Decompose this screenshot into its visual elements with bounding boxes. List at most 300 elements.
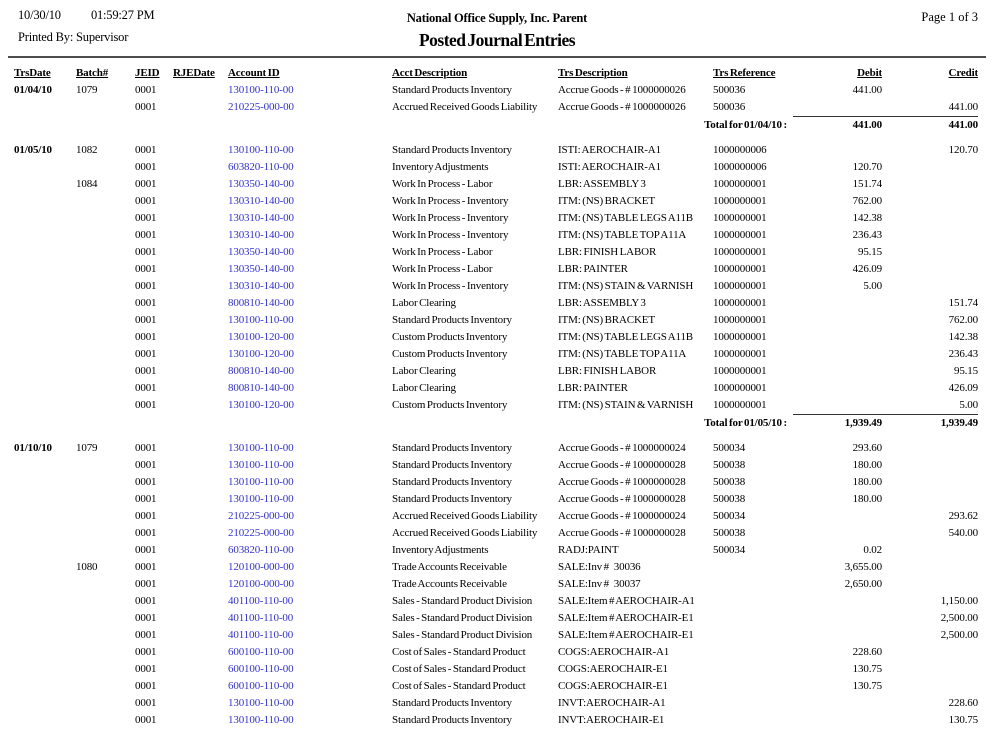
jeid-cell: 0001 [135,629,157,641]
trs-reference-cell: 1000000001 [713,263,767,275]
trs-date-cell [14,542,76,559]
acct-description-cell: Work In Process - Inventory [392,280,509,292]
trs-reference-cell: 500034 [713,442,746,454]
trs-date-cell: 01/04/10 [14,84,52,96]
batch-number-cell [76,542,135,559]
trs-date-cell [14,210,76,227]
trs-date-cell [14,525,76,542]
account-id-link[interactable]: 130310-140-00 [228,280,294,292]
batch-number-cell: 1079 [76,84,98,96]
acct-description-cell: Work In Process - Inventory [392,195,509,207]
account-id-link[interactable]: 130350-140-00 [228,246,294,258]
acct-description-cell: Accrued Received Goods Liability [392,510,538,522]
table-row [14,244,978,261]
acct-description-cell: Work In Process - Labor [392,263,493,275]
trs-reference-cell: 1000000006 [713,144,767,156]
trs-date-cell [14,610,76,627]
jeid-cell: 0001 [135,697,157,709]
account-id-link[interactable]: 130100-120-00 [228,348,294,360]
section-total-debit: 1,939.49 [793,415,882,433]
jeid-cell: 0001 [135,459,157,471]
rjedate-cell [173,491,228,508]
debit-amount-cell [793,312,882,329]
credit-amount-cell [882,661,978,678]
trs-date-cell [14,278,76,295]
debit-amount-cell [793,695,882,712]
debit-amount-cell [793,99,882,117]
table-row [14,661,978,678]
acct-description-cell: Cost of Sales - Standard Product [392,646,526,658]
acct-description-cell: Standard Products Inventory [392,714,512,726]
debit-amount-cell: 426.09 [852,263,882,275]
acct-description-cell: Accrued Received Goods Liability [392,527,538,539]
trs-date-cell [14,593,76,610]
batch-number-cell [76,525,135,542]
trs-date-cell [14,346,76,363]
table-row [14,525,978,542]
acct-description-cell: Standard Products Inventory [392,314,512,326]
rjedate-cell [173,542,228,559]
account-id-link[interactable]: 401100-110-00 [228,629,294,641]
section-total-label: Total for 01/04/10 : [704,118,787,131]
account-id-link[interactable]: 600100-110-00 [228,680,294,692]
trs-description-cell: INVT:AEROCHAIR-A1 [558,697,666,709]
account-id-link[interactable]: 130100-110-00 [228,714,294,726]
acct-description-cell: Cost of Sales - Standard Product [392,663,526,675]
table-row [14,99,978,117]
rjedate-cell [173,312,228,329]
printed-time: 01:59:27 PM [90,8,155,22]
account-id-link[interactable]: 603820-110-00 [228,544,294,556]
jeid-cell: 0001 [135,297,157,309]
account-id-link[interactable]: 130100-120-00 [228,399,294,411]
table-row [14,627,978,644]
report-header-center [0,11,994,51]
account-id-link[interactable]: 210225-000-00 [228,527,294,539]
rjedate-cell [173,82,228,99]
rjedate-cell [173,159,228,176]
table-row [14,508,978,525]
trs-reference-cell: 1000000001 [713,382,767,394]
rjedate-cell [173,278,228,295]
rjedate-cell [173,610,228,627]
jeid-cell: 0001 [135,442,157,454]
section-total-credit: 441.00 [882,117,978,135]
rjedate-cell [173,363,228,380]
debit-amount-cell [793,525,882,542]
acct-description-cell: Standard Products Inventory [392,84,512,96]
jeid-cell: 0001 [135,646,157,658]
jeid-cell: 0001 [135,510,157,522]
debit-amount-cell: 0.02 [863,544,882,556]
header-divider [8,56,986,58]
trs-date-cell [14,695,76,712]
debit-amount-cell: 130.75 [852,663,882,675]
batch-number-cell [76,261,135,278]
rjedate-cell [173,193,228,210]
debit-amount-cell: 762.00 [852,195,882,207]
table-row [14,576,978,593]
batch-number-cell [76,329,135,346]
acct-description-cell: Labor Clearing [392,297,456,309]
trs-reference-cell: 1000000001 [713,195,767,207]
acct-description-cell: Custom Products Inventory [392,331,508,343]
section-spacer [14,432,978,440]
account-id-link[interactable]: 800810-140-00 [228,365,294,377]
trs-description-cell: LBR: ASSEMBLY 3 [558,178,646,190]
rjedate-cell [173,593,228,610]
column-header-trs-reference: Trs Reference [713,67,776,79]
trs-description-cell: COGS:AEROCHAIR-E1 [558,663,668,675]
trs-reference-cell [713,661,793,678]
trs-reference-cell [713,712,793,729]
jeid-cell: 0001 [135,612,157,624]
table-row [14,644,978,661]
jeid-cell: 0001 [135,578,157,590]
table-row [14,176,978,193]
rjedate-cell [173,525,228,542]
rjedate-cell [173,695,228,712]
debit-amount-cell [793,508,882,525]
column-header-batch-: Batch# [76,67,109,79]
jeid-cell: 0001 [135,476,157,488]
account-id-link[interactable]: 130310-140-00 [228,212,294,224]
trs-date-cell [14,227,76,244]
debit-amount-cell [793,610,882,627]
batch-number-cell [76,244,135,261]
trs-reference-cell [713,593,793,610]
trs-date-cell [14,644,76,661]
jeid-cell: 0001 [135,331,157,343]
trs-description-cell: LBR: ASSEMBLY 3 [558,297,646,309]
trs-description-cell: ITM: (NS) STAIN & VARNISH [558,399,694,411]
trs-date-cell [14,678,76,695]
debit-amount-cell: 180.00 [852,493,882,505]
jeid-cell: 0001 [135,195,157,207]
account-id-link[interactable]: 130100-110-00 [228,442,294,454]
debit-amount-cell [793,397,882,415]
credit-amount-cell: 142.38 [948,331,978,343]
section-total-debit: 441.00 [793,117,882,135]
credit-amount-cell [882,227,978,244]
journal-entries-table [14,59,978,729]
batch-number-cell [76,678,135,695]
credit-amount-cell [882,210,978,227]
trs-reference-cell: 1000000001 [713,297,767,309]
acct-description-cell: Inventory Adjustments [392,161,489,173]
trs-description-cell: SALE:Item # AEROCHAIR-A1 [558,595,695,607]
trs-description-cell: INVT:AEROCHAIR-E1 [558,714,665,726]
rjedate-cell [173,644,228,661]
acct-description-cell: Standard Products Inventory [392,459,512,471]
trs-date-cell [14,261,76,278]
account-id-link[interactable]: 603820-110-00 [228,161,294,173]
account-id-link[interactable]: 800810-140-00 [228,297,294,309]
credit-amount-cell: 5.00 [959,399,978,411]
batch-number-cell: 1080 [76,561,98,573]
trs-date-cell: 01/05/10 [14,144,52,156]
credit-amount-cell: 540.00 [948,527,978,539]
trs-description-cell: SALE:Inv # 30037 [558,578,641,590]
debit-amount-cell [793,329,882,346]
trs-reference-cell: 500038 [713,476,746,488]
debit-amount-cell: 2,650.00 [844,578,882,590]
account-id-link[interactable]: 210225-000-00 [228,101,294,113]
rjedate-cell [173,559,228,576]
batch-number-cell [76,227,135,244]
rjedate-cell [173,142,228,159]
trs-reference-cell: 1000000001 [713,399,767,411]
batch-number-cell [76,576,135,593]
trs-description-cell: COGS:AEROCHAIR-A1 [558,646,670,658]
trs-date-cell [14,295,76,312]
credit-amount-cell [882,678,978,695]
debit-amount-cell [793,363,882,380]
acct-description-cell: Accrued Received Goods Liability [392,101,538,113]
acct-description-cell: Standard Products Inventory [392,493,512,505]
acct-description-cell: Standard Products Inventory [392,442,512,454]
table-row [14,440,978,457]
credit-amount-cell [882,474,978,491]
batch-number-cell [76,210,135,227]
jeid-cell: 0001 [135,399,157,411]
table-row [14,278,978,295]
account-id-link[interactable]: 130100-110-00 [228,476,294,488]
jeid-cell: 0001 [135,493,157,505]
report-title: Posted Journal Entries [418,30,576,50]
rjedate-cell [173,397,228,415]
credit-amount-cell: 151.74 [948,297,978,309]
debit-amount-cell: 151.74 [852,178,882,190]
trs-reference-cell [713,610,793,627]
trs-reference-cell: 1000000001 [713,229,767,241]
table-row [14,142,978,159]
table-row [14,261,978,278]
jeid-cell: 0001 [135,527,157,539]
account-id-link[interactable]: 130100-110-00 [228,144,294,156]
trs-date-cell [14,508,76,525]
rjedate-cell [173,661,228,678]
trs-date-cell [14,457,76,474]
credit-amount-cell [882,576,978,593]
trs-description-cell: LBR: PAINTER [558,382,628,394]
credit-amount-cell: 236.43 [948,348,978,360]
debit-amount-cell [793,712,882,729]
section-total-label: Total for 01/05/10 : [704,416,787,429]
trs-reference-cell: 1000000001 [713,212,767,224]
account-id-link[interactable]: 120100-000-00 [228,561,294,573]
trs-reference-cell: 500036 [713,101,746,113]
trs-description-cell: ITM: (NS) TABLE LEGS A11B [558,331,693,343]
trs-description-cell: ITM: (NS) TABLE LEGS A11B [558,212,693,224]
trs-date-cell [14,661,76,678]
table-row [14,295,978,312]
jeid-cell: 0001 [135,101,157,113]
trs-reference-cell [713,627,793,644]
debit-amount-cell [793,593,882,610]
trs-description-cell: RADJ:PAINT [558,544,619,556]
rjedate-cell [173,678,228,695]
column-header-trsdate: TrsDate [14,67,51,79]
batch-number-cell [76,346,135,363]
debit-amount-cell [793,295,882,312]
table-row [14,695,978,712]
trs-reference-cell: 500038 [713,493,746,505]
table-row [14,312,978,329]
credit-amount-cell [882,159,978,176]
credit-amount-cell [882,559,978,576]
acct-description-cell: Inventory Adjustments [392,544,489,556]
rjedate-cell [173,474,228,491]
table-row [14,227,978,244]
trs-reference-cell: 1000000001 [713,178,767,190]
debit-amount-cell [793,142,882,159]
batch-number-cell [76,491,135,508]
trs-date-cell [14,627,76,644]
batch-number-cell [76,295,135,312]
credit-amount-cell: 95.15 [953,365,978,377]
acct-description-cell: Trade Accounts Receivable [392,561,507,573]
trs-description-cell: ITM: (NS) TABLE TOP A11A [558,348,687,360]
table-row [14,712,978,729]
rjedate-cell [173,295,228,312]
rjedate-cell [173,329,228,346]
credit-amount-cell [882,440,978,457]
credit-amount-cell [882,491,978,508]
trs-description-cell: ITM: (NS) STAIN & VARNISH [558,280,694,292]
trs-description-cell: Accrue Goods - # 1000000026 [558,101,686,113]
trs-description-cell: Accrue Goods - # 1000000028 [558,527,686,539]
batch-number-cell [76,644,135,661]
rjedate-cell [173,346,228,363]
trs-description-cell: LBR: FINISH LABOR [558,246,657,258]
column-header-rjedate: RJEDate [173,67,215,79]
debit-amount-cell [793,380,882,397]
batch-number-cell [76,99,135,117]
account-id-link[interactable]: 130310-140-00 [228,195,294,207]
trs-date-cell [14,474,76,491]
account-id-link[interactable]: 600100-110-00 [228,663,294,675]
batch-number-cell: 1079 [76,442,98,454]
credit-amount-cell: 2,500.00 [940,629,978,641]
batch-number-cell [76,474,135,491]
table-header-row [14,59,978,82]
account-id-link[interactable]: 130100-110-00 [228,459,294,471]
account-id-link[interactable]: 600100-110-00 [228,646,294,658]
trs-description-cell: ISTI: AEROCHAIR-A1 [558,161,661,173]
acct-description-cell: Sales - Standard Product Division [392,612,533,624]
trs-reference-cell [713,644,793,661]
rjedate-cell [173,457,228,474]
account-id-link[interactable]: 130100-110-00 [228,84,294,96]
section-total-row [14,117,978,135]
account-id-link[interactable]: 800810-140-00 [228,382,294,394]
acct-description-cell: Work In Process - Inventory [392,229,509,241]
trs-date-cell [14,576,76,593]
batch-number-cell [76,380,135,397]
jeid-cell: 0001 [135,348,157,360]
table-row [14,346,978,363]
credit-amount-cell [882,261,978,278]
credit-amount-cell [882,542,978,559]
debit-amount-cell: 5.00 [863,280,882,292]
jeid-cell: 0001 [135,663,157,675]
batch-number-cell [76,193,135,210]
trs-reference-cell: 1000000001 [713,246,767,258]
acct-description-cell: Sales - Standard Product Division [392,595,533,607]
trs-reference-cell [713,576,793,593]
account-id-link[interactable]: 130310-140-00 [228,229,294,241]
table-row [14,678,978,695]
jeid-cell: 0001 [135,212,157,224]
table-row [14,193,978,210]
credit-amount-cell [882,457,978,474]
jeid-cell: 0001 [135,144,157,156]
batch-number-cell [76,278,135,295]
account-id-link[interactable]: 401100-110-00 [228,612,294,624]
credit-amount-cell: 293.62 [948,510,978,522]
account-id-link[interactable]: 401100-110-00 [228,595,294,607]
acct-description-cell: Work In Process - Labor [392,246,493,258]
table-row [14,542,978,559]
credit-amount-cell: 426.09 [948,382,978,394]
jeid-cell: 0001 [135,178,157,190]
table-row [14,457,978,474]
trs-reference-cell: 1000000001 [713,348,767,360]
batch-number-cell [76,593,135,610]
trs-date-cell [14,491,76,508]
trs-date-cell [14,712,76,729]
account-id-link[interactable]: 130100-120-00 [228,331,294,343]
trs-reference-cell: 1000000001 [713,280,767,292]
jeid-cell: 0001 [135,314,157,326]
debit-amount-cell: 142.38 [852,212,882,224]
credit-amount-cell [882,278,978,295]
trs-description-cell: SALE:Item # AEROCHAIR-E1 [558,629,694,641]
acct-description-cell: Labor Clearing [392,382,456,394]
rjedate-cell [173,712,228,729]
trs-reference-cell: 500034 [713,510,746,522]
column-header-credit: Credit [948,67,978,79]
debit-amount-cell: 130.75 [852,680,882,692]
credit-amount-cell: 762.00 [948,314,978,326]
account-id-link[interactable]: 130350-140-00 [228,178,294,190]
trs-description-cell: Accrue Goods - # 1000000026 [558,84,686,96]
trs-description-cell: ITM: (NS) BRACKET [558,195,655,207]
batch-number-cell [76,457,135,474]
jeid-cell: 0001 [135,365,157,377]
trs-reference-cell [713,559,793,576]
account-id-link[interactable]: 130100-110-00 [228,314,294,326]
table-row [14,474,978,491]
trs-date-cell [14,380,76,397]
debit-amount-cell: 441.00 [852,84,882,96]
table-row [14,210,978,227]
account-id-link[interactable]: 130100-110-00 [228,697,294,709]
column-header-account-id: Account ID [228,67,280,79]
debit-amount-cell: 120.70 [852,161,882,173]
debit-amount-cell: 3,655.00 [844,561,882,573]
trs-description-cell: SALE:Inv # 30036 [558,561,641,573]
table-row [14,491,978,508]
account-id-link[interactable]: 210225-000-00 [228,510,294,522]
account-id-link[interactable]: 130350-140-00 [228,263,294,275]
account-id-link[interactable]: 130100-110-00 [228,493,294,505]
trs-date-cell [14,244,76,261]
table-row [14,610,978,627]
rjedate-cell [173,244,228,261]
account-id-link[interactable]: 120100-000-00 [228,578,294,590]
